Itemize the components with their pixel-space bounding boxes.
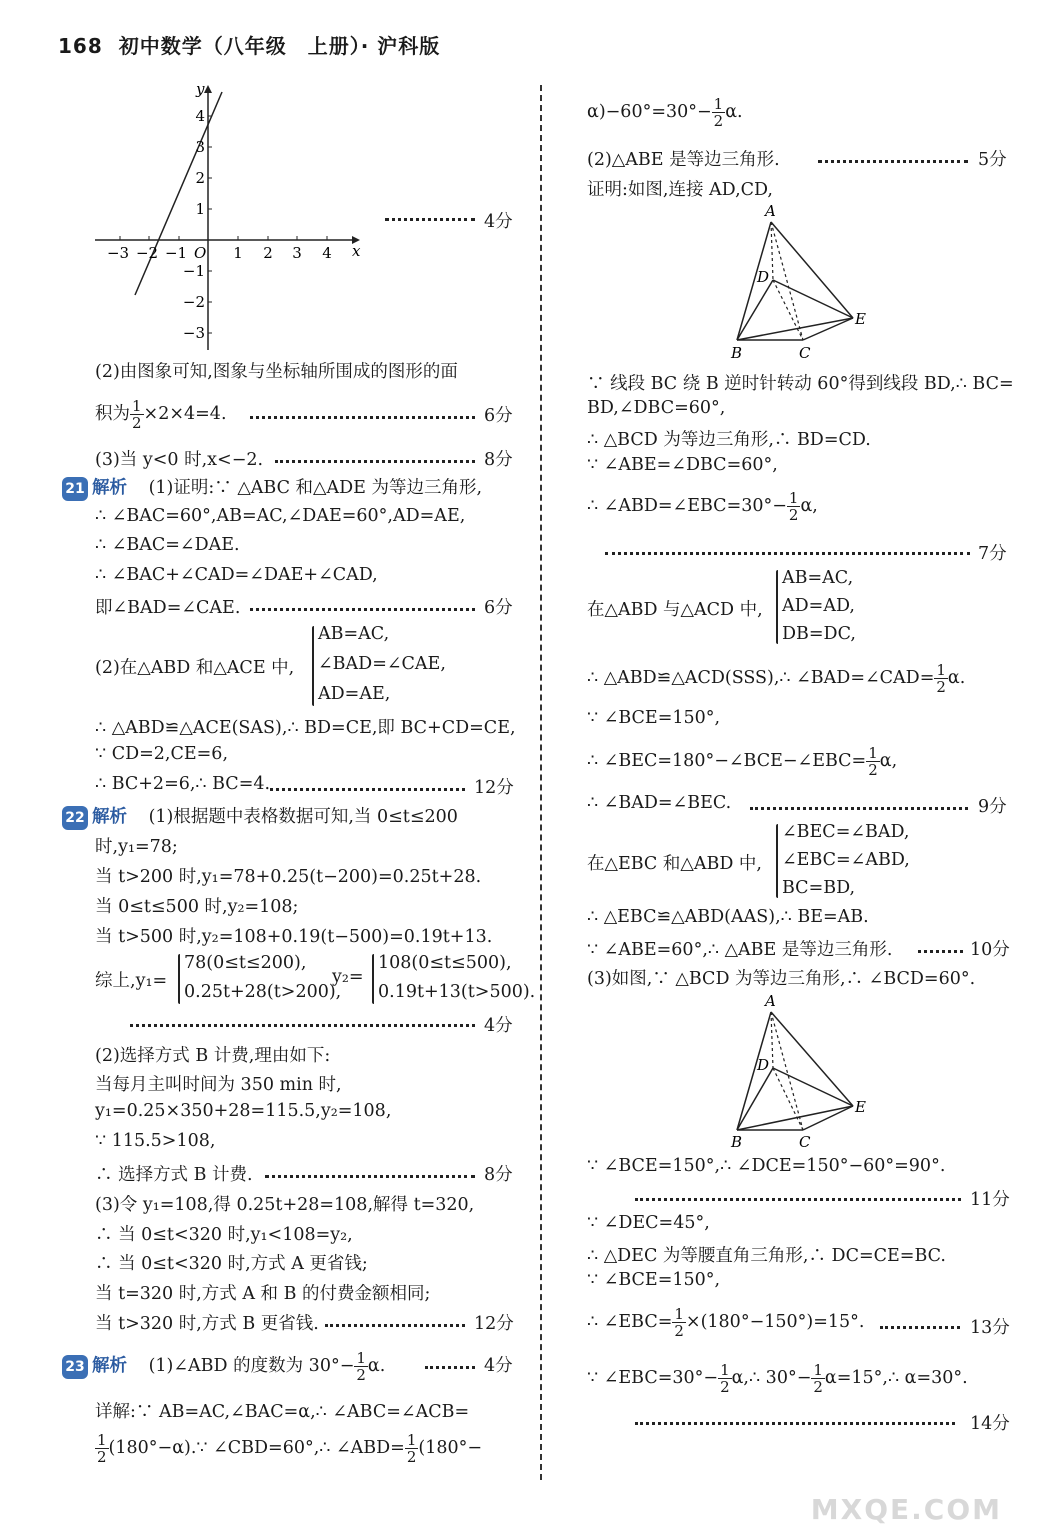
system-eq: DB=DC, bbox=[782, 624, 856, 644]
text-line: (2)在△ABD 和△ACE 中, bbox=[95, 658, 295, 678]
vertex-label: C bbox=[799, 344, 811, 362]
question-number-badge: 22 bbox=[62, 806, 88, 830]
text-line: 当 0≤t≤500 时,y₂=108; bbox=[95, 897, 299, 917]
x-tick: 4 bbox=[322, 244, 332, 262]
text-line: 综上,y₁= bbox=[95, 971, 168, 991]
leader-dots bbox=[880, 1326, 960, 1329]
system-brace bbox=[178, 954, 180, 1004]
vertex-label: A bbox=[765, 202, 776, 220]
x-tick: −2 bbox=[135, 244, 159, 262]
system-eq: ∠EBC=∠ABD, bbox=[782, 850, 910, 870]
vertex-label: E bbox=[855, 1098, 866, 1116]
text-line: ∴ ∠BAC=60°,AB=AC,∠DAE=60°,AD=AE, bbox=[95, 506, 466, 526]
page-number: 168 bbox=[58, 34, 103, 58]
leader-dots bbox=[918, 950, 963, 953]
text-line: 当 t>320 时,方式 B 更省钱. bbox=[95, 1314, 319, 1334]
text-line: ∴ △EBC≌△ABD(AAS),∴ BE=AB. bbox=[587, 907, 869, 927]
y-tick: −2 bbox=[182, 293, 205, 311]
graph-line bbox=[135, 92, 222, 295]
score: 5分 bbox=[978, 150, 1007, 170]
leader-dots bbox=[270, 788, 465, 791]
fraction: $\frac{1}{2}$ bbox=[132, 397, 142, 432]
text-line: ∴ 选择方式 B 计费. bbox=[95, 1165, 253, 1185]
vertex-label: E bbox=[855, 310, 866, 328]
score: 4分 bbox=[484, 212, 513, 232]
fraction: $\frac{1}{2}$ bbox=[356, 1349, 366, 1384]
fraction: $\frac{1}{2}$ bbox=[97, 1431, 107, 1466]
origin-label: O bbox=[194, 244, 207, 262]
score: 4分 bbox=[484, 1356, 513, 1376]
system-eq: BC=BD, bbox=[782, 878, 856, 898]
text-line: ∴ ∠BAD=∠BEC. bbox=[587, 793, 732, 813]
system-eq: AB=AC, bbox=[318, 624, 390, 644]
text-line: $\frac{1}{2}$ (180°−α).∵ ∠CBD=60°,∴ ∠ABD= $\frac{1}{2}$ (180°− bbox=[97, 1431, 483, 1466]
leader-dots bbox=[425, 1366, 475, 1369]
text-line: ∴ ∠BAC=∠DAE. bbox=[95, 535, 240, 555]
leader-dots bbox=[385, 218, 475, 221]
question-22-header: 22 解析 (1)根据题中表格数据可知,当 0≤t≤200 bbox=[62, 803, 458, 830]
text-line: (3)令 y₁=108,得 0.25t+28=108,解得 t=320, bbox=[95, 1195, 475, 1215]
leader-dots bbox=[250, 416, 475, 419]
text-line: y₁=0.25×350+28=115.5,y₂=108, bbox=[95, 1101, 392, 1121]
text-line: ∵ ∠BCE=150°,∴ ∠DCE=150°−60°=90°. bbox=[587, 1156, 946, 1176]
text-line: α)−60°=30°− $\frac{1}{2}$ α. bbox=[587, 95, 743, 130]
text-line: 详解:∵ AB=AC,∠BAC=α,∴ ∠ABC=∠ACB= bbox=[95, 1402, 470, 1422]
system-eq: ∠BAD=∠CAE, bbox=[318, 654, 446, 674]
system-eq: ∠BEC=∠BAD, bbox=[782, 822, 910, 842]
text-line: 在△EBC 和△ABD 中, bbox=[587, 854, 762, 874]
text-line: ∵ ∠ABE=∠DBC=60°, bbox=[587, 455, 778, 475]
leader-dots bbox=[605, 552, 970, 555]
score: 12分 bbox=[474, 1314, 514, 1334]
fraction: $\frac{1}{2}$ bbox=[936, 661, 946, 696]
fraction: $\frac{1}{2}$ bbox=[674, 1305, 684, 1340]
text-line: ∵ ∠EBC=30°− $\frac{1}{2}$ α,∴ 30°− $\frac{1}{2}$ α=15°,∴ α=30°. bbox=[587, 1361, 968, 1396]
triangle-figure-1 bbox=[725, 200, 875, 365]
question-number-badge: 23 bbox=[62, 1355, 88, 1379]
y-tick: 4 bbox=[195, 107, 205, 125]
piecewise: 78(0≤t≤200), bbox=[184, 953, 307, 973]
score: 7分 bbox=[978, 544, 1007, 564]
book-title: 初中数学（八年级 上册）· 沪科版 bbox=[118, 34, 441, 58]
text-line: 在△ABD 与△ACD 中, bbox=[587, 600, 763, 620]
text-line: 证明:如图,连接 AD,CD, bbox=[587, 180, 773, 200]
y-tick: 1 bbox=[195, 200, 205, 218]
text-line: 当 t=320 时,方式 A 和 B 的付费金额相同; bbox=[95, 1284, 431, 1304]
text-line: ∴ △BCD 为等边三角形,∴ BD=CD. bbox=[587, 430, 871, 450]
system-eq: AB=AC, bbox=[782, 568, 854, 588]
text-line: 当每月主叫时间为 350 min 时, bbox=[95, 1075, 342, 1095]
question-23-header: 23 解析 (1)∠ABD 的度数为 30°− $\frac{1}{2}$ α. bbox=[62, 1350, 385, 1383]
text-line: ∵ ∠ABE=60°,∴ △ABE 是等边三角形. bbox=[587, 940, 893, 960]
question-21-header: 21 解析 (1)证明:∵ △ABC 和△ADE 为等边三角形, bbox=[62, 474, 482, 501]
fraction: $\frac{1}{2}$ bbox=[813, 1361, 823, 1396]
x-tick: 3 bbox=[292, 244, 302, 262]
y-tick: −3 bbox=[182, 324, 205, 342]
piecewise: 0.25t+28(t>200), bbox=[184, 982, 342, 1002]
leader-dots bbox=[250, 608, 475, 611]
analysis-keyword: 解析 bbox=[92, 1356, 127, 1376]
vertex-label: C bbox=[799, 1133, 811, 1150]
system-brace bbox=[776, 570, 778, 644]
text-line: (2)由图象可知,图象与坐标轴所围成的图形的面 bbox=[95, 362, 458, 382]
vertex-label: D bbox=[757, 268, 770, 286]
score: 4分 bbox=[484, 1016, 513, 1036]
watermark: MXQE.COM bbox=[810, 1493, 1002, 1526]
score: 8分 bbox=[484, 450, 513, 470]
fraction: $\frac{1}{2}$ bbox=[720, 1361, 730, 1396]
y-tick: 2 bbox=[195, 169, 205, 187]
text-line: (2)△ABE 是等边三角形. bbox=[587, 150, 780, 170]
system-brace bbox=[776, 824, 778, 898]
score: 10分 bbox=[970, 940, 1010, 960]
text-line: ∵ ∠BCE=150°, bbox=[587, 708, 721, 728]
system-eq: AD=AE, bbox=[318, 684, 391, 704]
leader-dots bbox=[130, 1024, 475, 1027]
leader-dots bbox=[750, 807, 968, 810]
leader-dots bbox=[635, 1198, 961, 1201]
text-line: ∴ BC+2=6,∴ BC=4. bbox=[95, 774, 271, 794]
x-tick: 2 bbox=[263, 244, 273, 262]
text-line: 积为 $\frac{1}{2}$ ×2×4=4. bbox=[95, 397, 227, 432]
text-line: ∵ CD=2,CE=6, bbox=[95, 744, 229, 764]
text-line: ∴ △ABD≌△ACD(SSS),∴ ∠BAD=∠CAD= $\frac{1}{2}$ α. bbox=[587, 661, 966, 696]
text-line: 时,y₁=78; bbox=[95, 837, 178, 857]
vertex-label: A bbox=[765, 992, 776, 1010]
text-line: ∴ ∠EBC= $\frac{1}{2}$ ×(180°−150°)=15°. bbox=[587, 1305, 865, 1340]
analysis-keyword: 解析 bbox=[92, 478, 127, 498]
text-line: ∵ 线段 BC 绕 B 逆时针转动 60°得到线段 BD,∴ BC= bbox=[587, 374, 1014, 394]
text-line: ∴ △ABD≌△ACE(SAS),∴ BD=CE,即 BC+CD=CE, bbox=[95, 718, 516, 738]
text-line: 即∠BAD=∠CAE. bbox=[95, 598, 241, 618]
text-line: ∴ ∠BEC=180°−∠BCE−∠EBC= $\frac{1}{2}$ α, bbox=[587, 744, 898, 779]
text-line: (3)当 y<0 时,x<−2. bbox=[95, 450, 264, 470]
y-axis-label: y bbox=[196, 80, 205, 98]
score: 11分 bbox=[970, 1190, 1010, 1210]
text-line: 当 t>200 时,y₁=78+0.25(t−200)=0.25t+28. bbox=[95, 867, 482, 887]
score: 8分 bbox=[484, 1165, 513, 1185]
text-line: y₂= bbox=[332, 967, 364, 987]
system-brace bbox=[372, 954, 374, 1004]
leader-dots bbox=[635, 1422, 955, 1425]
text-line: 当 t>500 时,y₂=108+0.19(t−500)=0.19t+13. bbox=[95, 927, 493, 947]
text-line: ∵ ∠BCE=150°, bbox=[587, 1270, 721, 1290]
fraction: $\frac{1}{2}$ bbox=[713, 95, 724, 130]
leader-dots bbox=[325, 1324, 465, 1327]
text-line: ∴ 当 0≤t<320 时,y₁<108=y₂, bbox=[95, 1225, 353, 1245]
analysis-keyword: 解析 bbox=[92, 807, 127, 827]
x-tick: 1 bbox=[233, 244, 243, 262]
triangle-figure-2 bbox=[725, 990, 875, 1150]
text-line: ∴ ∠BAC+∠CAD=∠DAE+∠CAD, bbox=[95, 565, 378, 585]
score: 13分 bbox=[970, 1318, 1010, 1338]
x-tick: −3 bbox=[106, 244, 130, 262]
text-line: BD,∠DBC=60°, bbox=[587, 398, 726, 418]
fraction: $\frac{1}{2}$ bbox=[406, 1431, 417, 1466]
vertex-label: B bbox=[731, 344, 743, 362]
score: 12分 bbox=[474, 778, 514, 798]
x-axis-label: x bbox=[352, 242, 361, 260]
text-line: ∴ △DEC 为等腰直角三角形,∴ DC=CE=BC. bbox=[587, 1246, 946, 1266]
coordinate-graph bbox=[90, 80, 370, 355]
text-line: ∵ 115.5>108, bbox=[95, 1131, 216, 1151]
text-line: ∴ ∠ABD=∠EBC=30°− $\frac{1}{2}$ α, bbox=[587, 489, 818, 524]
y-tick: −1 bbox=[182, 262, 205, 280]
x-tick: −1 bbox=[164, 244, 188, 262]
score: 14分 bbox=[970, 1414, 1010, 1434]
leader-dots bbox=[265, 1175, 475, 1178]
text-line: ∵ ∠DEC=45°, bbox=[587, 1213, 710, 1233]
text-line: (2)选择方式 B 计费,理由如下: bbox=[95, 1046, 331, 1066]
score: 6分 bbox=[484, 598, 513, 618]
y-tick: 3 bbox=[195, 138, 205, 156]
piecewise: 0.19t+13(t>500). bbox=[378, 982, 536, 1002]
text-line: (3)如图,∵ △BCD 为等边三角形,∴ ∠BCD=60°. bbox=[587, 969, 976, 989]
score: 6分 bbox=[484, 406, 513, 426]
fraction: $\frac{1}{2}$ bbox=[868, 744, 878, 779]
piecewise: 108(0≤t≤500), bbox=[378, 953, 512, 973]
page-header bbox=[58, 30, 440, 59]
vertex-label: B bbox=[731, 1133, 743, 1150]
system-eq: AD=AD, bbox=[782, 596, 855, 616]
column-divider bbox=[540, 85, 542, 1480]
score: 9分 bbox=[978, 797, 1007, 817]
leader-dots bbox=[818, 160, 968, 163]
leader-dots bbox=[275, 460, 475, 463]
question-number-badge: 21 bbox=[62, 477, 88, 501]
system-brace bbox=[312, 626, 314, 706]
text-line: ∴ 当 0≤t<320 时,方式 A 更省钱; bbox=[95, 1254, 368, 1274]
vertex-label: D bbox=[757, 1056, 770, 1074]
fraction: $\frac{1}{2}$ bbox=[788, 489, 799, 524]
